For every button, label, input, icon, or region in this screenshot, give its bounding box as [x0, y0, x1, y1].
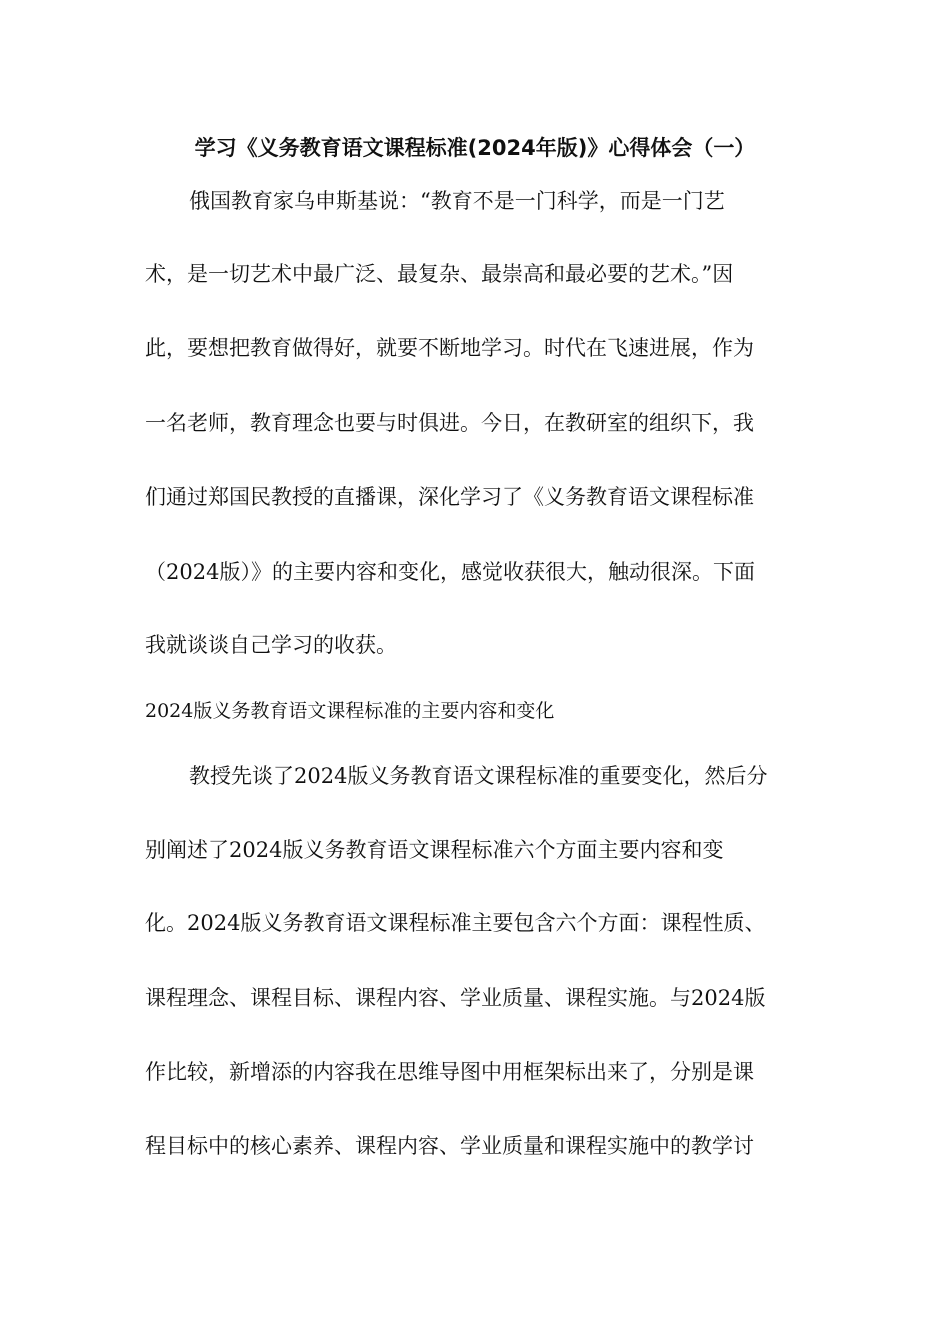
document-title: 学习《义务教育语文课程标准(2024年版)》心得体会（一） [194, 136, 756, 160]
section-heading: 2024版义务教育语文课程标准的主要内容和变化 [145, 700, 555, 722]
paragraph-1-line-4: 一名老师，教育理念也要与时俱进。今日，在教研室的组织下，我 [145, 411, 754, 435]
paragraph-2-line-6: 程目标中的核心素养、课程内容、学业质量和课程实施中的教学讨 [145, 1134, 754, 1158]
paragraph-2-line-1: 教授先谈了2024版义务教育语文课程标准的重要变化，然后分 [189, 764, 768, 788]
paragraph-2-line-4: 课程理念、课程目标、课程内容、学业质量、课程实施。与2024版 [145, 986, 766, 1010]
paragraph-1-line-3: 此，要想把教育做得好，就要不断地学习。时代在飞速进展，作为 [145, 336, 754, 360]
paragraph-1-line-7: 我就谈谈自己学习的收获。 [145, 633, 397, 657]
paragraph-1-line-5: 们通过郑国民教授的直播课，深化学习了《义务教育语文课程标准 [145, 485, 754, 509]
paragraph-1-line-2: 术，是一切艺术中最广泛、最复杂、最崇高和最必要的艺术。”因 [145, 262, 734, 286]
paragraph-2-line-5: 作比较，新增添的内容我在思维导图中用框架标出来了，分别是课 [145, 1060, 754, 1084]
paragraph-1-line-6: （2024版）》的主要内容和变化，感觉收获很大，触动很深。下面 [145, 560, 755, 584]
paragraph-2-line-3: 化。2024版义务教育语文课程标准主要包含六个方面：课程性质、 [145, 911, 766, 935]
paragraph-1-line-1: 俄国教育家乌申斯基说：“教育不是一门科学，而是一门艺 [189, 189, 725, 213]
paragraph-2-line-2: 别阐述了2024版义务教育语文课程标准六个方面主要内容和变 [145, 838, 724, 862]
